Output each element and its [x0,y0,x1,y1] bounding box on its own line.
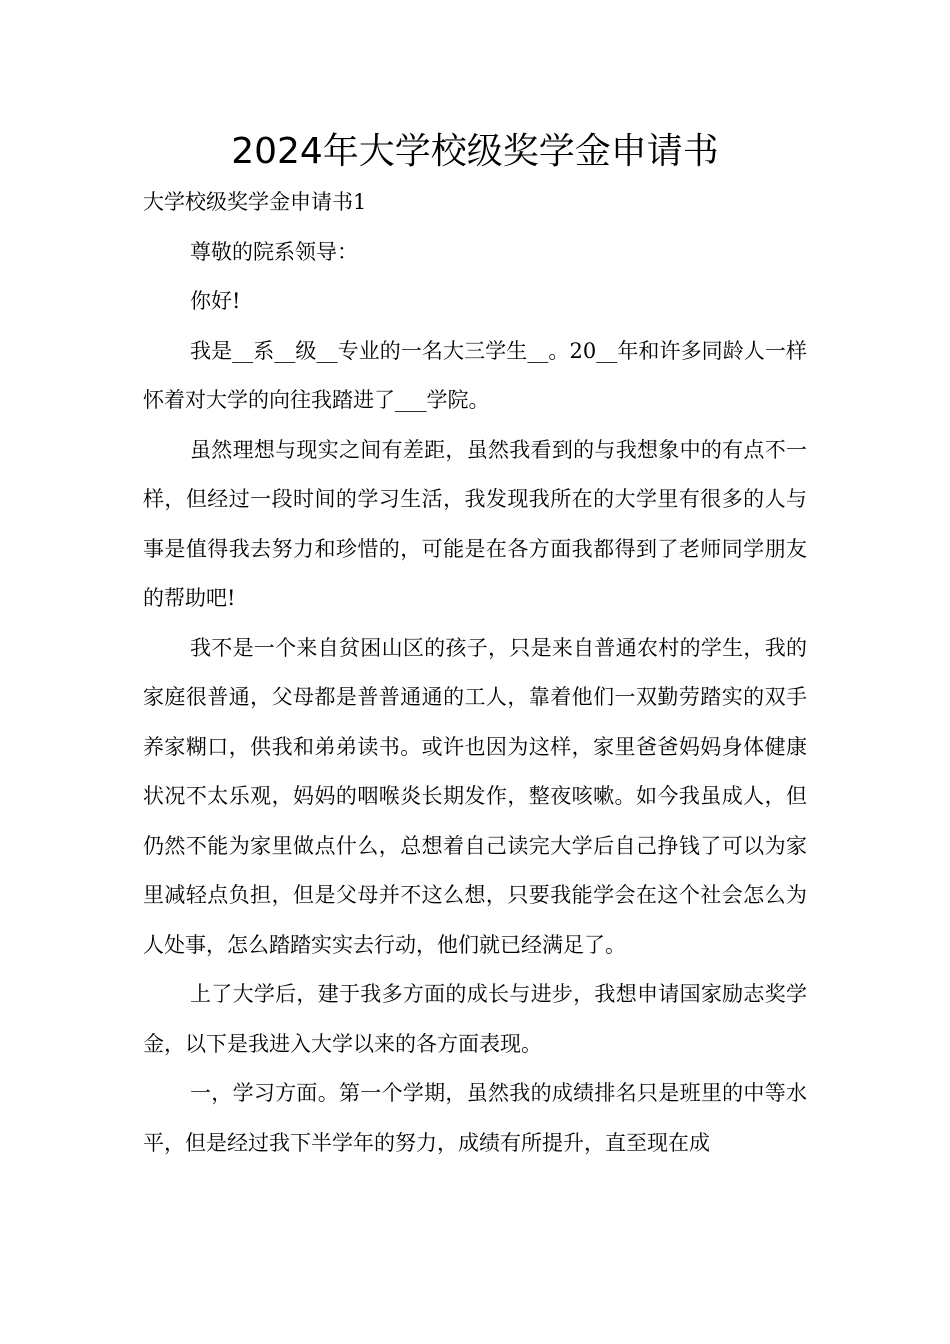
paragraph-application: 上了大学后，建于我多方面的成长与进步，我想申请国家励志奖学金，以下是我进入大学以来的各方面表现。 [143,982,807,1056]
salutation: 尊敬的院系领导： [190,239,358,264]
greeting: 你好! [190,289,241,313]
paragraph-family: 我不是一个来自贫困山区的孩子，只是来自普通农村的学生，我的家庭很普通，父母都是普普通通的工人，靠着他们一双勤劳踏实的双手养家糊口，供我和弟弟读书。或许也因为这样，家里爸爸妈妈身体健康状况不太乐观，妈妈的咽喉炎长期发作，整夜咳嗽。如今我虽成人，但仍然不能为家里做点什么，总想着自己读完大学后自己挣钱了可以为家里减轻点负担，但是父母并不这么想，只要我能学会在这个社会怎么为人处事，怎么踏踏实实去行动，他们就已经满足了。 [143,635,807,957]
document-body [143,178,807,1168]
document-subtitle: 大学校级奖学金申请书1 [143,190,367,214]
paragraph-expectation: 虽然理想与现实之间有差距，虽然我看到的与我想象中的有点不一样，但经过一段时间的学习生活，我发现我所在的大学里有很多的人与事是值得我去努力和珍惜的，可能是在各方面我都得到了老师同学朋友的帮助吧! [143,437,807,610]
document-title: 2024年大学校级奖学金申请书 [231,131,719,172]
paragraph-study: 一，学习方面。第一个学期，虽然我的成绩排名只是班里的中等水平，但是经过我下半学年的努力，成绩有所提升，直至现在成 [143,1081,807,1155]
paragraph-introduction: 我是__系__级__专业的一名大三学生__。20__年和许多同龄人一样怀着对大学的向往我踏进了___学院。 [143,338,807,412]
